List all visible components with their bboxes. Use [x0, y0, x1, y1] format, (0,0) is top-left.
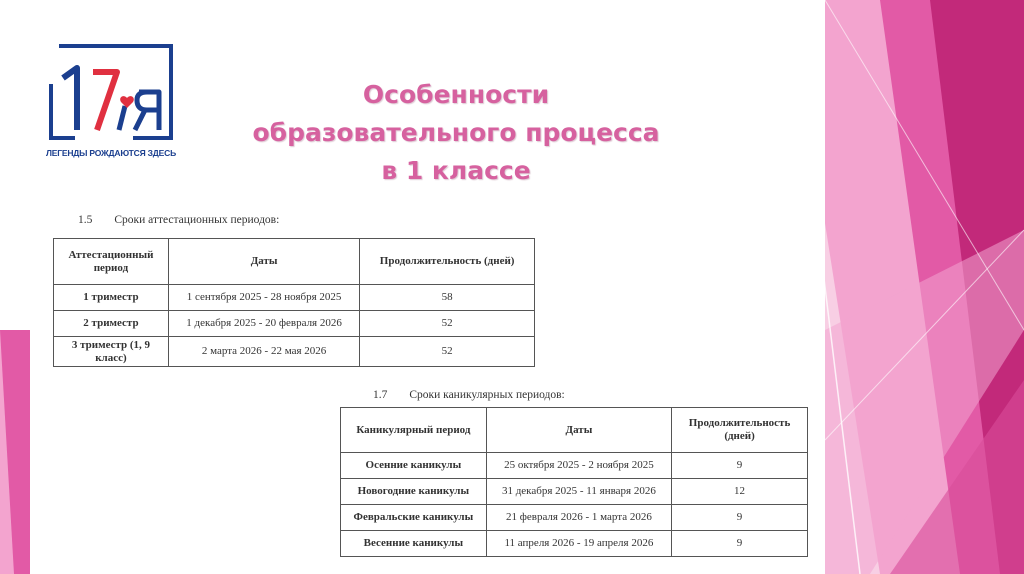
slide-title	[196, 76, 716, 190]
section-caption: Сроки каникулярных периодов:	[409, 389, 565, 401]
section-number: 1.5	[78, 214, 93, 226]
dates-cell: 2 марта 2026 - 22 мая 2026	[168, 337, 359, 367]
days-cell: 9	[672, 505, 808, 531]
dates-cell: 31 декабря 2025 - 11 января 2026	[486, 479, 671, 505]
column-header: Даты	[486, 408, 671, 453]
title-line-1: Особенности	[362, 80, 550, 109]
table-row	[341, 479, 808, 505]
column-header: Даты	[168, 239, 359, 285]
section-number: 1.7	[373, 389, 388, 401]
period-cell: 1 триместр	[54, 285, 169, 311]
logo-caption: ЛЕГЕНДЫ РОЖДАЮТСЯ ЗДЕСЬ	[46, 148, 176, 158]
days-cell: 9	[672, 531, 808, 557]
attestation-periods-table	[53, 238, 535, 367]
table-row	[54, 337, 535, 367]
days-cell: 52	[360, 337, 535, 367]
period-cell: 3 триместр (1, 9 класс)	[54, 337, 169, 367]
dates-cell: 21 февраля 2026 - 1 марта 2026	[486, 505, 671, 531]
dates-cell: 25 октября 2025 - 2 ноября 2025	[486, 453, 671, 479]
logo-emblem-icon	[49, 44, 173, 140]
period-cell: Новогодние каникулы	[341, 479, 487, 505]
days-cell: 9	[672, 453, 808, 479]
days-cell: 58	[360, 285, 535, 311]
table-row	[341, 505, 808, 531]
school-logo	[46, 42, 186, 168]
period-cell: Весенние каникулы	[341, 531, 487, 557]
column-header: Продолжительность (дней)	[672, 408, 808, 453]
column-header: Аттестационный период	[54, 239, 169, 285]
column-header: Каникулярный период	[341, 408, 487, 453]
table-row	[54, 311, 535, 337]
table-row	[341, 453, 808, 479]
table-header-row	[341, 408, 808, 453]
period-cell: Осенние каникулы	[341, 453, 487, 479]
period-cell: 2 триместр	[54, 311, 169, 337]
holidays-caption	[373, 389, 565, 401]
attestation-caption	[78, 214, 279, 226]
title-line-3: в 1 классе	[381, 156, 531, 185]
holiday-periods-table	[340, 407, 808, 557]
section-caption: Сроки аттестационных периодов:	[114, 214, 280, 226]
dates-cell: 11 апреля 2026 - 19 апреля 2026	[486, 531, 671, 557]
table-row	[54, 285, 535, 311]
table-row	[341, 531, 808, 557]
period-cell: Февральские каникулы	[341, 505, 487, 531]
dates-cell: 1 сентября 2025 - 28 ноября 2025	[168, 285, 359, 311]
column-header: Продолжительность (дней)	[360, 239, 535, 285]
table-header-row	[54, 239, 535, 285]
title-line-2: образовательного процесса	[252, 118, 660, 147]
days-cell: 12	[672, 479, 808, 505]
days-cell: 52	[360, 311, 535, 337]
dates-cell: 1 декабря 2025 - 20 февраля 2026	[168, 311, 359, 337]
